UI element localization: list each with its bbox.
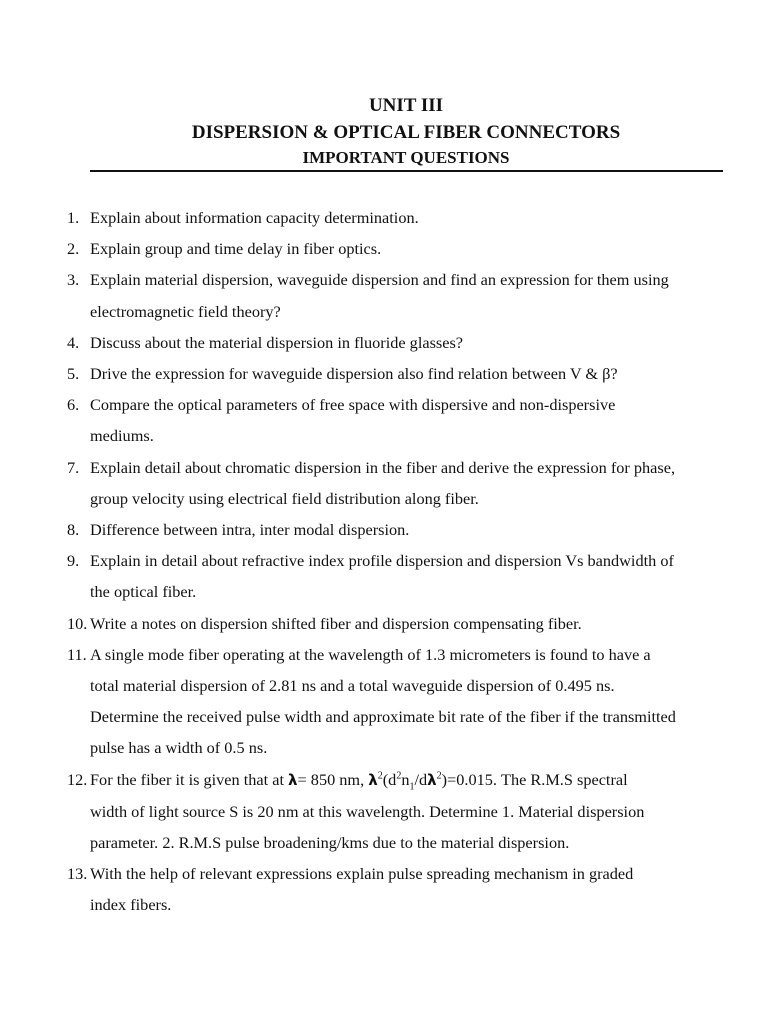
question-line: pulse has a width of 0.5 ns. — [90, 738, 268, 758]
question-number: 4. — [67, 332, 80, 352]
list-item — [0, 514, 768, 545]
question-text — [90, 514, 724, 545]
question-text — [90, 327, 724, 358]
list-item — [0, 452, 768, 514]
list-item — [0, 639, 768, 764]
unit-title: UNIT III — [368, 95, 444, 116]
question-line: Drive the expression for waveguide dispersion also find relation between V & β? — [90, 364, 618, 384]
lambda-symbol: λ — [368, 770, 378, 789]
list-item — [0, 233, 768, 264]
question-line: group velocity using electrical field distribution along fiber. — [90, 488, 479, 508]
list-item — [0, 764, 768, 859]
list-item — [0, 545, 768, 607]
question-line: A single mode fiber operating at the wavelength of 1.3 micrometers is found to have a — [90, 644, 651, 664]
superscript: 2 — [436, 770, 442, 782]
lambda-symbol: λ — [288, 770, 298, 789]
list-item — [0, 327, 768, 358]
formula-text: (d — [382, 769, 397, 789]
formula-text: = 850 nm, — [297, 769, 369, 789]
question-line: width of light source S is 20 nm at this wavelength. Determine 1. Material dispersion — [90, 801, 645, 821]
question-line: total material dispersion of 2.81 ns and a total waveguide dispersion of 0.495 ns. — [90, 676, 615, 696]
question-line: Write a notes on dispersion shifted fiber and dispersion compensating fiber. — [90, 613, 582, 633]
question-line: Difference between intra, inter modal dispersion. — [90, 520, 410, 540]
question-number: 2. — [67, 239, 80, 259]
question-number: 12. — [67, 769, 88, 789]
question-text — [90, 764, 724, 859]
formula-text: n — [401, 769, 410, 789]
question-line: electromagnetic field theory? — [90, 301, 281, 321]
question-number: 11. — [67, 644, 87, 664]
formula-text: For the fiber it is given that at — [90, 769, 289, 789]
list-item — [0, 358, 768, 389]
question-text — [90, 233, 724, 264]
question-line: the optical fiber. — [90, 582, 197, 602]
list-item — [0, 608, 768, 639]
section-subtitle: IMPORTANT QUESTIONS — [302, 148, 510, 167]
formula-text: )=0.015. The R.M.S spectral — [441, 769, 628, 789]
question-number: 13. — [67, 864, 88, 884]
question-line: Discuss about the material dispersion in fluoride glasses? — [90, 332, 464, 352]
question-line: mediums. — [90, 426, 154, 446]
question-line: Explain detail about chromatic dispersion in the fiber and derive the expression for phase, — [90, 457, 676, 477]
question-text — [90, 545, 724, 607]
question-line: Compare the optical parameters of free space with dispersive and non-dispersive — [90, 395, 616, 415]
formula-text: /d — [414, 769, 428, 789]
question-list — [0, 202, 768, 921]
question-number: 6. — [67, 395, 80, 415]
question-line-formula — [90, 764, 724, 796]
question-text — [90, 608, 724, 639]
list-item — [0, 202, 768, 233]
list-item — [0, 858, 768, 920]
document-title: DISPERSION & OPTICAL FIBER CONNECTORS — [191, 122, 621, 143]
question-text — [90, 452, 724, 514]
list-item — [0, 264, 768, 326]
lambda-symbol: λ — [427, 770, 437, 789]
question-line: Explain material dispersion, waveguide dispersion and find an expression for them using — [90, 270, 669, 290]
question-line: index fibers. — [90, 895, 172, 915]
question-text — [90, 202, 724, 233]
question-text — [90, 858, 724, 920]
question-line: parameter. 2. R.M.S pulse broadening/kms due to the material dispersion. — [90, 833, 570, 853]
question-text — [90, 389, 724, 451]
question-line: With the help of relevant expressions explain pulse spreading mechanism in graded — [90, 864, 634, 884]
title-divider — [90, 170, 723, 172]
question-number: 3. — [67, 270, 80, 290]
question-line: Explain about information capacity determination. — [90, 208, 419, 227]
question-number: 8. — [67, 520, 80, 540]
question-line: Explain group and time delay in fiber optics. — [90, 239, 382, 259]
question-number: 9. — [67, 551, 80, 571]
subscript: 1 — [409, 780, 415, 792]
question-line: Determine the received pulse width and approximate bit rate of the fiber if the transmitted — [90, 707, 676, 727]
question-text — [90, 358, 724, 389]
question-text — [90, 264, 724, 326]
question-number: 7. — [67, 457, 80, 477]
question-number: 1. — [67, 208, 80, 227]
question-number: 10. — [67, 613, 88, 633]
superscript: 2 — [377, 770, 383, 782]
superscript: 2 — [396, 770, 402, 782]
list-item — [0, 389, 768, 451]
question-line: Explain in detail about refractive index profile dispersion and dispersion Vs bandwidth of — [90, 551, 674, 571]
question-text — [90, 639, 724, 764]
question-number: 5. — [67, 364, 80, 384]
